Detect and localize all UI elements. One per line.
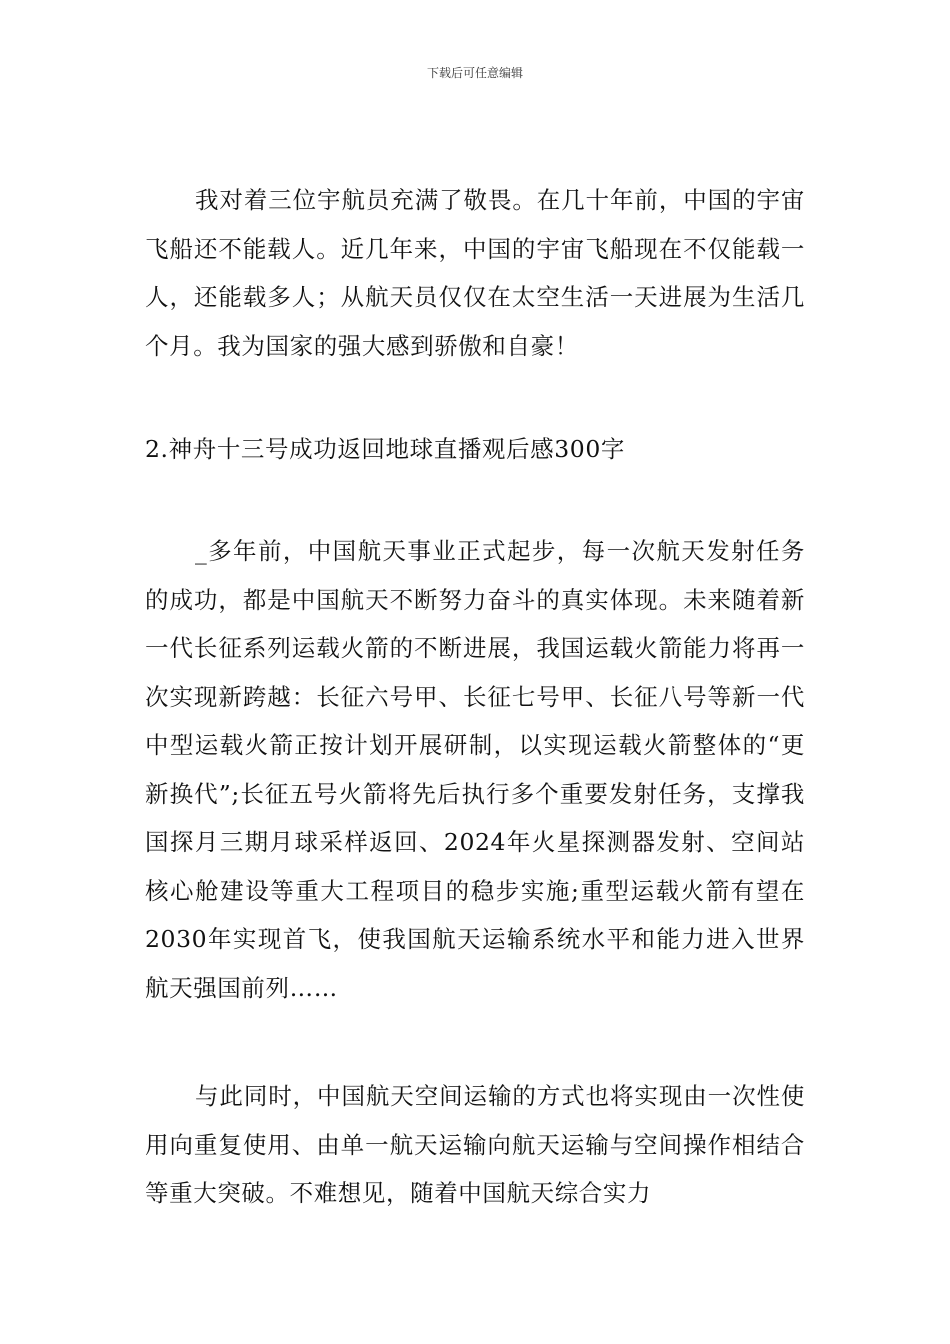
paragraph-1: 我对着三位宇航员充满了敬畏。在几十年前，中国的宇宙飞船还不能载人。近几年来，中国的宇宙飞船现在不仅能载一人，还能载多人；从航天员仅仅在太空生活一天进展为生活几个月。我为国家的强大感到骄傲和自豪！: [145, 186, 805, 360]
paragraph-3: 与此同时，中国航天空间运输的方式也将实现由一次性使用向重复使用、由单一航天运输向航天运输与空间操作相结合等重大突破。不难想见，随着中国航天综合实力: [145, 1082, 805, 1207]
page-header-note: 下载后可任意编辑: [426, 66, 523, 80]
paragraph-2: _多年前，中国航天事业正式起步，每一次航天发射任务的成功，都是中国航天不断努力奋斗的真实体现。未来随着新一代长征系列运载火箭的不断进展，我国运载火箭能力将再一次实现新跨越：长征六号甲、长征七号甲、长征八号等新一代中型运载火箭正按计划开展研制，以实现运载火箭整体的“更新换代”;长征五号火箭将先后执行多个重要发射任务，支撑我国探月三期月球采样返回、2024年火星探测器发射、空间站核心舱建设等重大工程项目的稳步实施;重型运载火箭有望在2030年实现首飞，使我国航天运输系统水平和能力进入世界航天强国前列……: [145, 537, 805, 1002]
section-heading: 2.神舟十三号成功返回地球直播观后感300字: [145, 435, 625, 463]
